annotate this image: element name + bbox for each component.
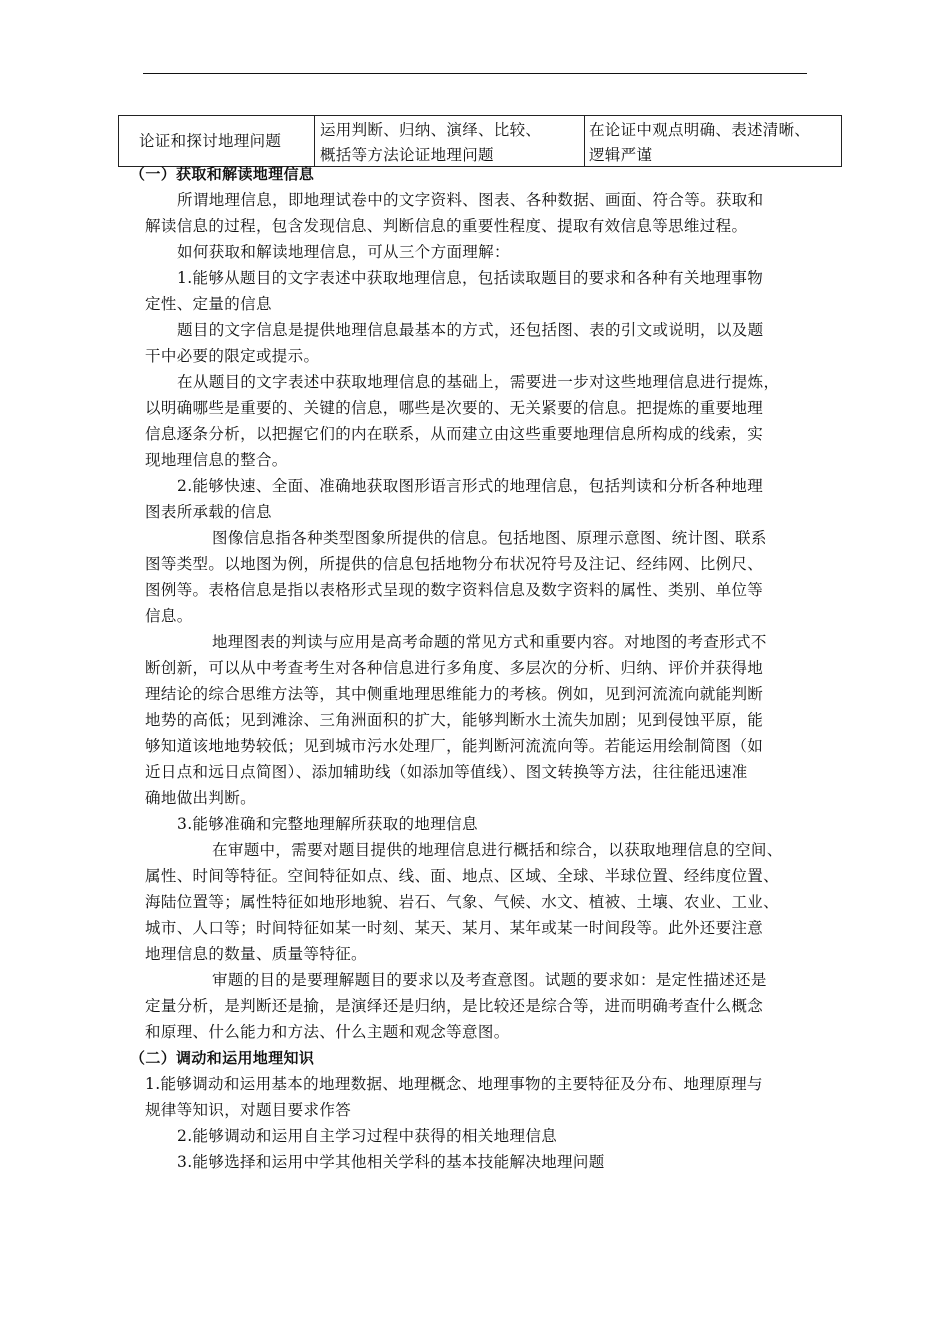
paragraph-line: 审题的目的是要理解题目的要求以及考查意图。试题的要求如：是定性描述还是 [212,971,767,989]
paragraph-line: 够知道该地地势较低；见到城市污水处理厂，能判断河流流向等。若能运用绘制简图（如 [145,737,764,755]
paragraph-line: 如何获取和解读地理信息，可从三个方面理解： [177,243,510,261]
paragraph-line: 解读信息的过程，包含发现信息、判断信息的重要性程度、提取有效信息等思维过程。 [145,217,748,235]
paragraph-line: 信息逐条分析，以把握它们的内在联系，从而建立由这些重要地理信息所构成的线索，实 [145,425,764,443]
cell-line: 在论证中观点明确、表述清晰、 [589,121,811,139]
paragraph-line: 3.能够选择和运用中学其他相关学科的基本技能解决地理问题 [177,1153,605,1171]
paragraph-line: 题目的文字信息是提供地理信息最基本的方式，还包括图、表的引文或说明，以及题 [177,321,764,339]
section-heading: （一）获取和解读地理信息 [130,165,315,183]
paragraph-line: 海陆位置等；属性特征如地形地貌、岩石、气象、气候、水文、植被、土壤、农业、工业、 [145,893,780,911]
paragraph-line: 图例等。表格信息是指以表格形式呈现的数字资料信息及数字资料的属性、类别、单位等 [145,581,764,599]
paragraph-line: 2.能够调动和运用自主学习过程中获得的相关地理信息 [177,1127,558,1145]
paragraph-line: 图等类型。以地图为例，所提供的信息包括地物分布状况符号及注记、经纬网、比例尺、 [145,555,764,573]
paragraph-line: 干中必要的限定或提示。 [145,347,320,365]
table-cell-ability [119,116,315,166]
paragraph-line: 地势的高低；见到滩涂、三角洲面积的扩大，能够判断水土流失加剧；见到侵蚀平原，能 [145,711,764,729]
section-heading: （二）调动和运用地理知识 [130,1049,315,1067]
paragraph-line: 城市、人口等；时间特征如某一时刻、某天、某月、某年或某一时间段等。此外还要注意 [145,919,764,937]
paragraph-line: 规律等知识，对题目要求作答 [145,1101,352,1119]
cell-line: 概括等方法论证地理问题 [320,146,494,164]
paragraph-line: 确地做出判断。 [145,789,256,807]
paragraph-line: 图像信息指各种类型图象所提供的信息。包括地图、原理示意图、统计图、联系 [212,529,767,547]
paragraph-line: 图表所承载的信息 [145,503,272,521]
cell-line: 运用判断、归纳、演绎、比较、 [320,121,542,139]
table-cell-method [315,116,585,166]
header-rule [143,73,807,74]
paragraph-line: 断创新，可以从中考查考生对各种信息进行多角度、多层次的分析、归纳、评价并获得地 [145,659,764,677]
criteria-table [118,115,842,167]
paragraph-line: 信息。 [145,607,193,625]
cell-text: 论证和探讨地理问题 [139,131,282,150]
table-cell-requirement [585,116,841,166]
paragraph-line: 以明确哪些是重要的、关键的信息，哪些是次要的、无关紧要的信息。把提炼的重要地理 [145,399,764,417]
paragraph-line: 2.能够快速、全面、准确地获取图形语言形式的地理信息，包括判读和分析各种地理 [177,477,764,495]
paragraph-line: 1.能够调动和运用基本的地理数据、地理概念、地理事物的主要特征及分布、地理原理与 [145,1075,763,1093]
paragraph-line: 定量分析，是判断还是揄，是演绎还是归纳，是比较还是综合等，进而明确考查什么概念 [145,997,764,1015]
paragraph-line: 理结论的综合思维方法等，其中侧重地理思维能力的考核。例如，见到河流流向就能判断 [145,685,764,703]
paragraph-line: 和原理、什么能力和方法、什么主题和观念等意图。 [145,1023,510,1041]
cell-line: 逻辑严谨 [589,146,653,164]
paragraph-line: 在从题目的文字表述中获取地理信息的基础上，需要进一步对这些地理信息进行提炼， [177,373,780,391]
paragraph-line: 所谓地理信息，即地理试卷中的文字资料、图表、各种数据、画面、符合等。获取和 [177,191,764,209]
paragraph-line: 地理信息的数量、质量等特征。 [145,945,367,963]
paragraph-line: 定性、定量的信息 [145,295,272,313]
paragraph-line: 1.能够从题目的文字表述中获取地理信息，包括读取题目的要求和各种有关地理事物 [177,269,764,287]
paragraph-line: 现地理信息的整合。 [145,451,288,469]
paragraph-line: 近日点和远日点简图）、添加辅助线（如添加等值线）、图文转换等方法，往往能迅速准 [145,763,748,781]
paragraph-line: 地理图表的判读与应用是高考命题的常见方式和重要内容。对地图的考查形式不 [212,633,767,651]
paragraph-line: 在审题中，需要对题目提供的地理信息进行概括和综合，以获取地理信息的空间、 [212,841,783,859]
paragraph-line: 属性、时间等特征。空间特征如点、线、面、地点、区域、全球、半球位置、经纬度位置、 [145,867,780,885]
paragraph-line: 3.能够准确和完整地理解所获取的地理信息 [177,815,478,833]
